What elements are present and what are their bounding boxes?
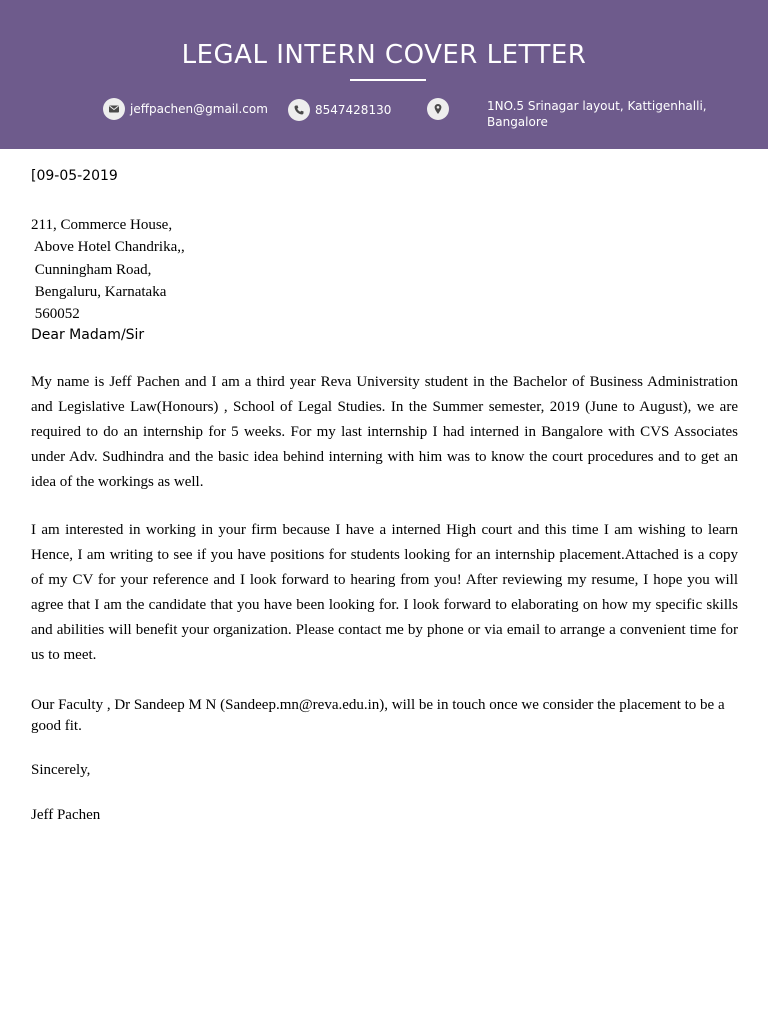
phone-text: 8547428130: [315, 103, 392, 117]
body-paragraph-intro: My name is Jeff Pachen and I am a third year Reva University student in the Bachelor of Business Administration and Legislative Law(Honours) , School of Legal Studies. In the Summer semester, 2019 (June to August), we are required to do an internship for 5 weeks. For my last internship I had interned in Bangalore with CVS Associates under Adv. Sudhindra and the basic idea behind interning with him was to know the court procedures and to get an idea of the workings as well.: [31, 374, 738, 490]
address-line-1: 1NO.5 Srinagar layout, Kattigenhalli,: [487, 99, 707, 113]
phone-icon: [288, 99, 310, 121]
contact-email[interactable]: [103, 98, 268, 120]
email-icon: [103, 98, 125, 120]
salutation: Dear Madam/Sir: [31, 327, 145, 343]
recipient-address-line: Bengaluru, Karnataka: [31, 283, 167, 300]
email-text: jeffpachen@gmail.com: [130, 102, 268, 116]
recipient-address-line: Cunningham Road,: [31, 261, 152, 278]
contact-address: [427, 98, 707, 130]
recipient-address: [31, 214, 185, 325]
recipient-address-line: 211, Commerce House,: [31, 217, 173, 233]
address-text: [487, 98, 707, 130]
title-underline: [350, 79, 426, 81]
recipient-address-line: 560052: [31, 306, 80, 323]
recipient-address-line: Above Hotel Chandrika,,: [31, 239, 185, 256]
closing: Sincerely,: [31, 762, 91, 778]
header-banner: [0, 0, 768, 149]
address-line-2: Bangalore: [487, 115, 548, 129]
signature-name: Jeff Pachen: [31, 807, 101, 823]
letter-date: [09-05-2019: [31, 168, 118, 184]
location-pin-icon: [427, 98, 449, 120]
page-title: LEGAL INTERN COVER LETTER: [181, 40, 587, 70]
contact-phone[interactable]: [288, 99, 391, 121]
body-paragraph-faculty: Our Faculty , Dr Sandeep M N (Sandeep.mn@reva.edu.in), will be in touch once we consider the placement to be a good fit.: [31, 697, 725, 734]
body-paragraph-interest: I am interested in working in your firm because I have a interned High court and this time I am wishing to learn Hence, I am writing to see if you have positions for students looking for an internship placement.Attached is a copy of my CV for your reference and I look forward to hearing from you! After reviewing my resume, I hope you will agree that I am the candidate that you have been looking for. I look forward to elaborating on how my specific skills and abilities will benefit your organization. Please contact me by phone or via email to arrange a convenient time for us to meet.: [31, 522, 738, 663]
